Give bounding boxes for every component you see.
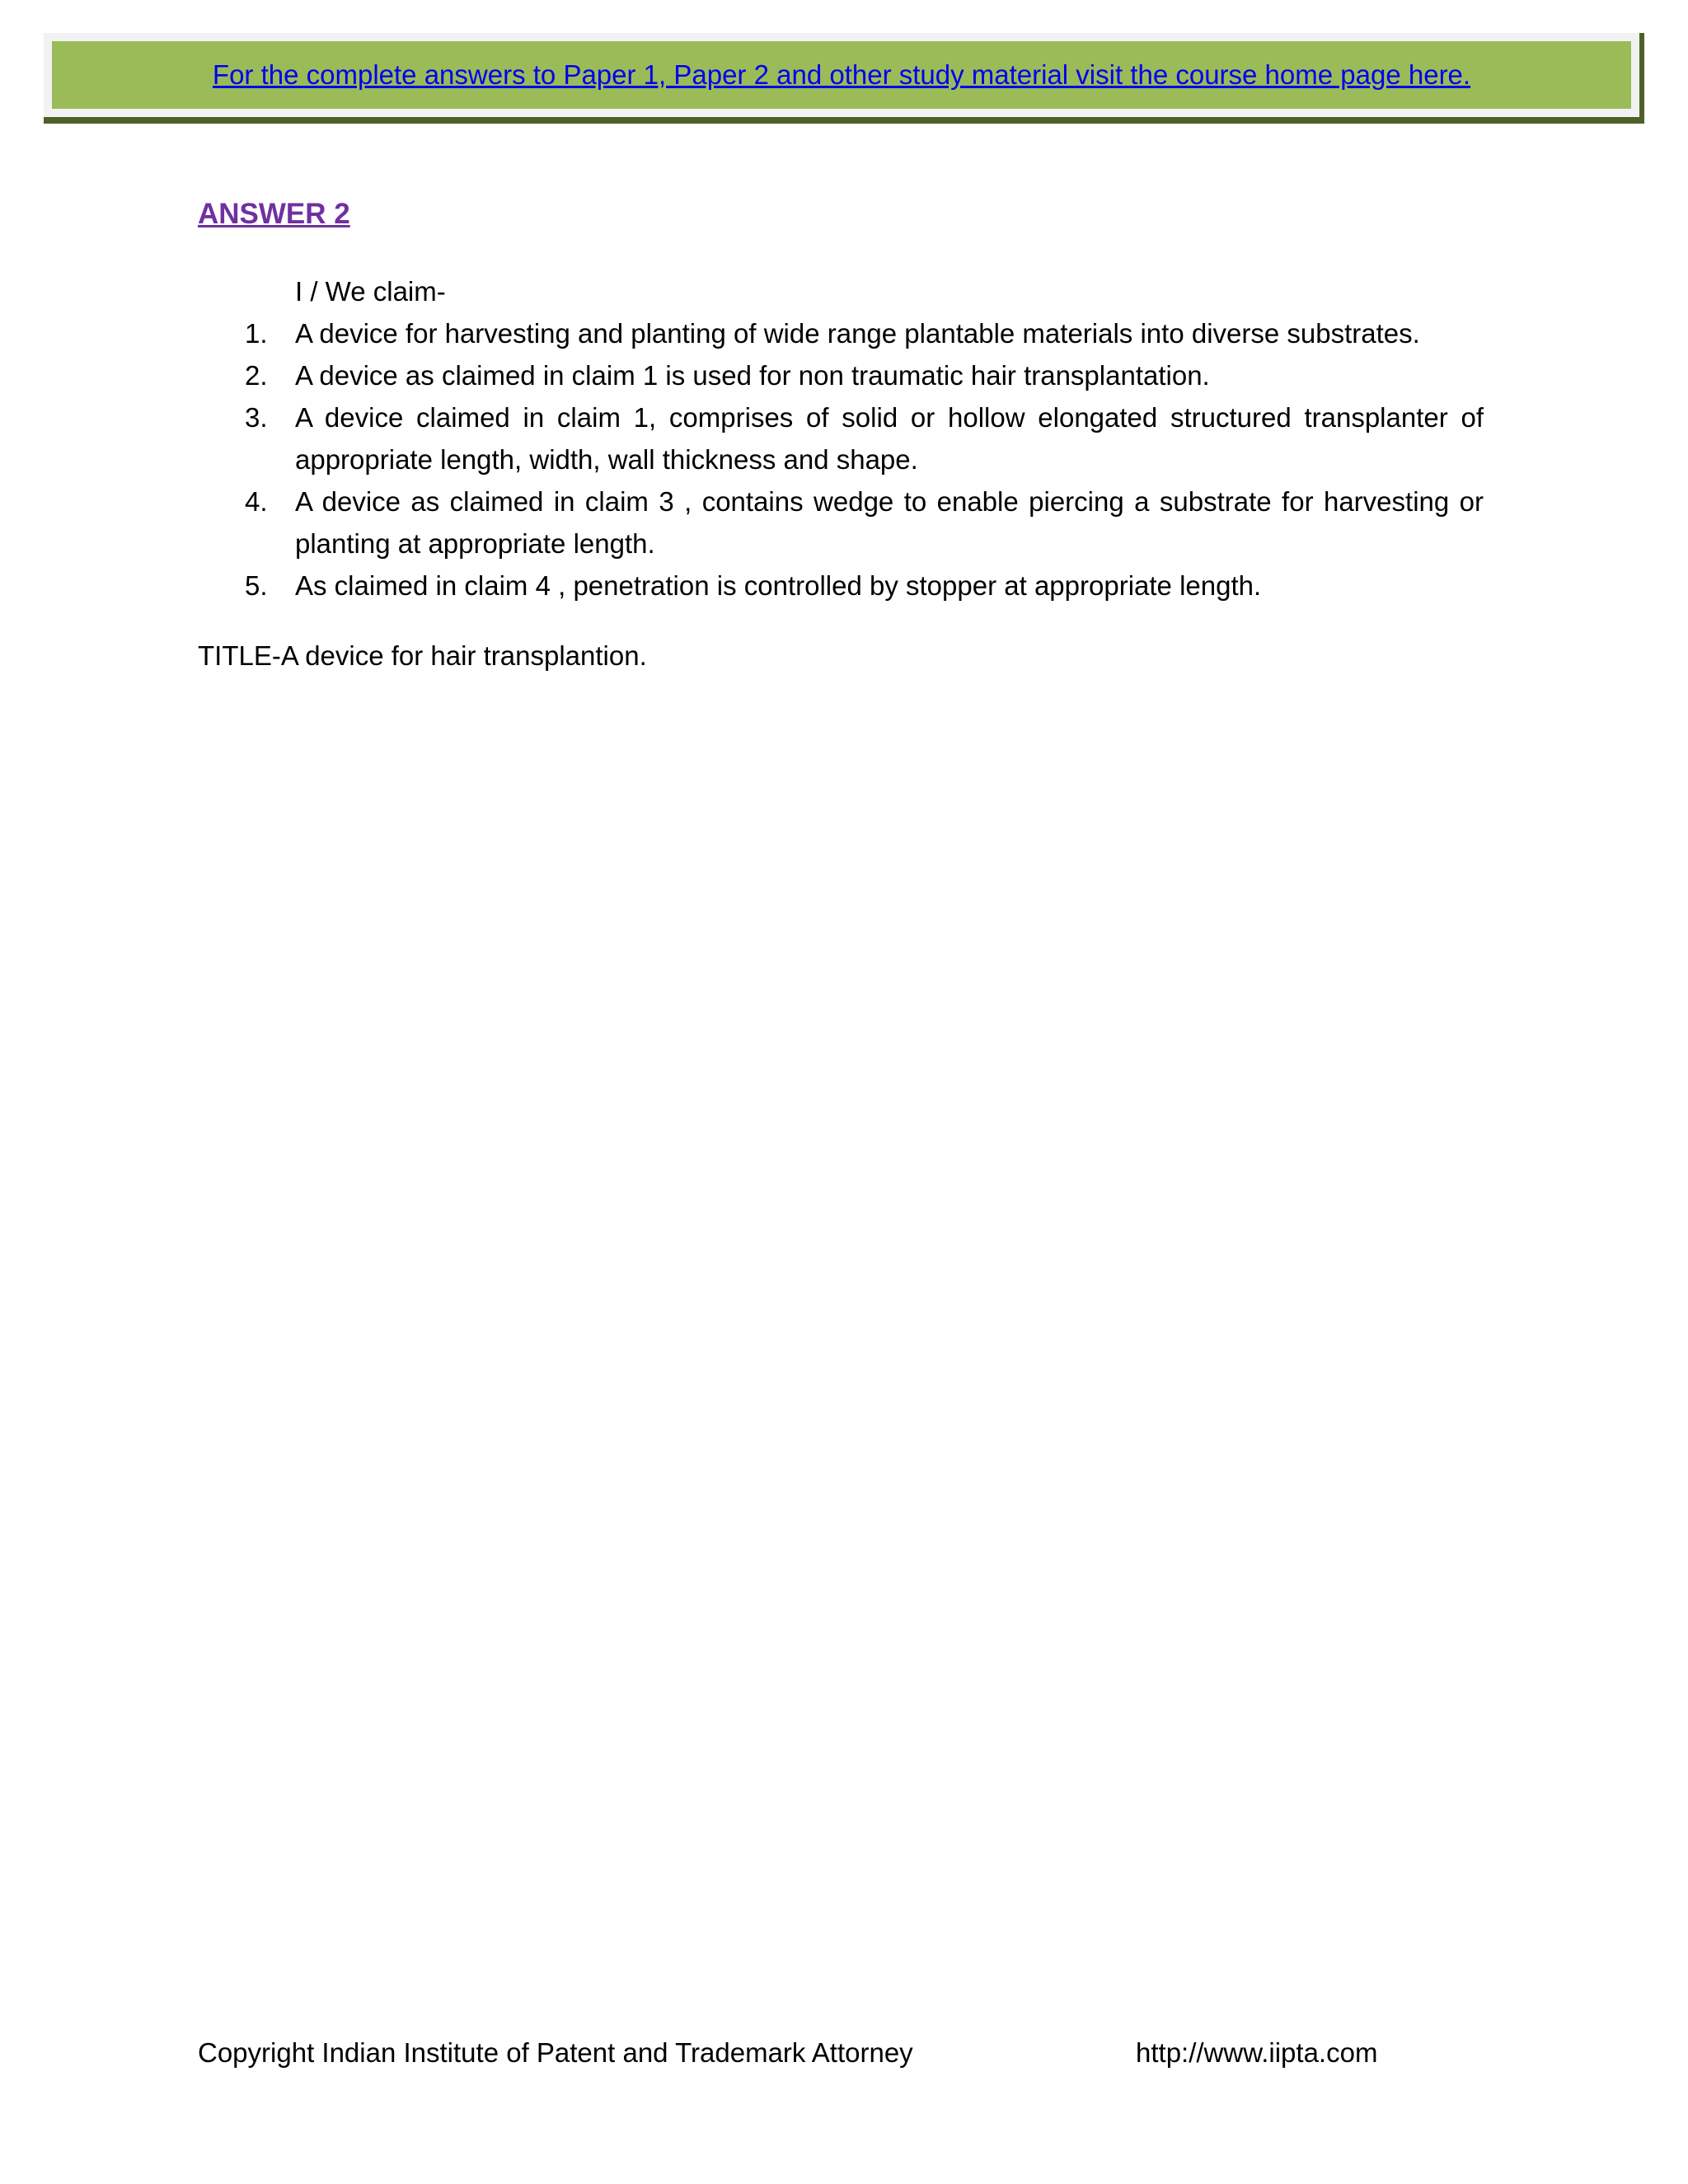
claims-intro: I / We claim- <box>295 276 446 307</box>
patent-title: TITLE-A device for hair transplantion. <box>198 640 647 671</box>
course-home-link[interactable]: For the complete answers to Paper 1, Paper 2 and other study material visit the course home page here. <box>212 59 1471 90</box>
course-banner-inner <box>52 41 1631 109</box>
claim-item <box>198 312 1484 354</box>
claim-number: 4. <box>245 486 268 517</box>
claim-item <box>198 396 1484 480</box>
footer-url: http://www.iipta.com <box>1136 2037 1378 2068</box>
claim-item <box>198 565 1484 607</box>
claim-text: A device as claimed in claim 1 is used for non traumatic hair transplantation. <box>295 360 1210 391</box>
claim-number: 2. <box>245 360 268 391</box>
answer-heading: ANSWER 2 <box>198 198 350 230</box>
claim-text: A device for harvesting and planting of wide range plantable materials into diverse substrates. <box>295 318 1420 349</box>
claim-number: 3. <box>245 402 268 433</box>
claim-text: A device claimed in claim 1, comprises of solid or hollow elongated structured transplanter of appropriate length, width, wall thickness and shape. <box>295 402 1484 475</box>
claims-section <box>198 270 1484 607</box>
claim-item <box>198 354 1484 396</box>
footer-copyright: Copyright Indian Institute of Patent and Trademark Attorney <box>198 2037 913 2068</box>
claim-text: As claimed in claim 4 , penetration is controlled by stopper at appropriate length. <box>295 570 1262 601</box>
claim-item <box>198 480 1484 565</box>
claim-number: 5. <box>245 570 268 601</box>
claim-text: A device as claimed in claim 3 , contains wedge to enable piercing a substrate for harvesting or planting at appropriate length. <box>295 486 1484 559</box>
claim-number: 1. <box>245 318 268 349</box>
course-banner <box>44 33 1644 124</box>
